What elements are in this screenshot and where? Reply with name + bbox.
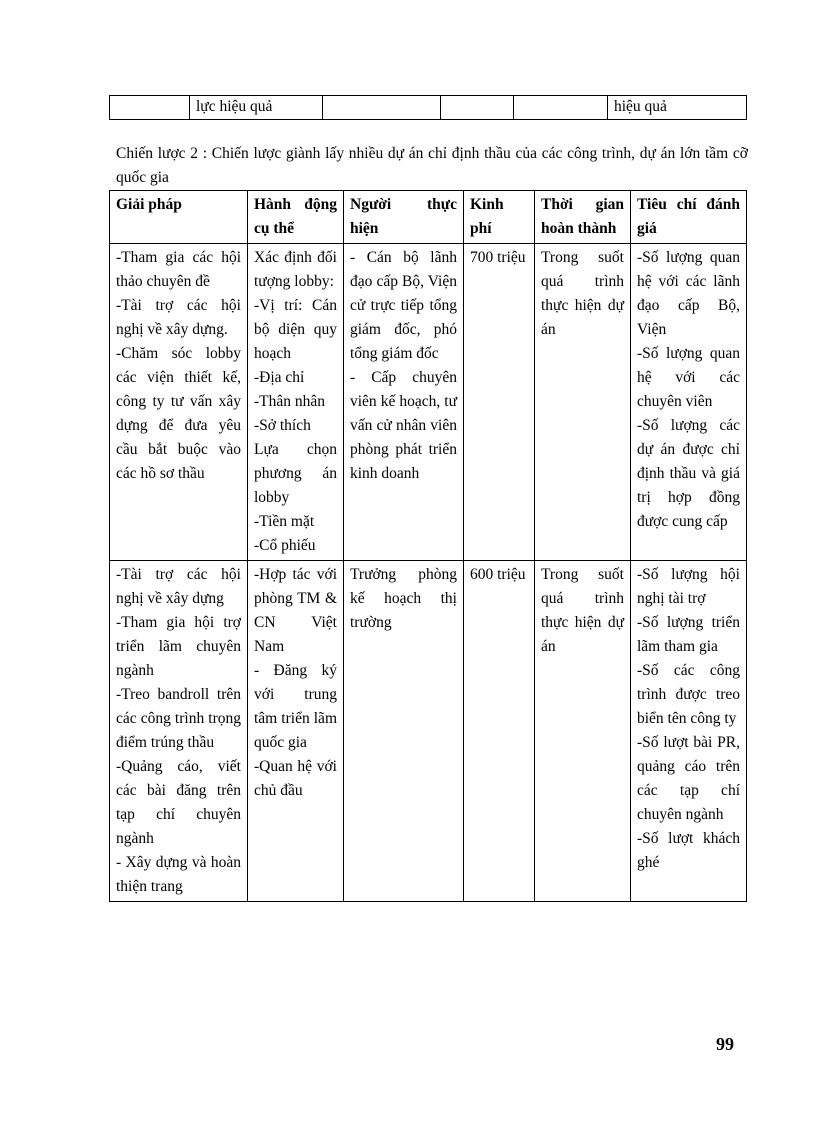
table-cell: [110, 96, 190, 120]
table-cell: Trưởng phòng kế hoạch thị trường: [344, 561, 464, 902]
table-row: [110, 244, 747, 561]
table-cell: -Tham gia các hội thảo chuyên đề -Tài trợ các hội nghị về xây dựng. -Chăm sóc lobby các viện thiết kế, công ty tư vấn xây dựng để đưa yêu cầu bắt buộc vào các hồ sơ thầu: [110, 244, 248, 561]
table-row: [110, 561, 747, 902]
table-cell: Xác định đối tượng lobby: -Vị trí: Cán bộ diện quy hoạch -Địa chỉ -Thân nhân -Sở thích Lựa chọn phương án lobby -Tiền mặt -Cổ phiếu: [248, 244, 344, 561]
table-cell: - Cán bộ lãnh đạo cấp Bộ, Viện cử trực tiếp tổng giám đốc, phó tổng giám đốc - Cấp chuyên viên kế hoạch, tư vấn cử nhân viên phòng phát triển kinh doanh: [344, 244, 464, 561]
table-cell: [514, 96, 608, 120]
table-cell: Trong suốt quá trình thực hiện dự án: [535, 244, 631, 561]
header-cell: Tiêu chí đánh giá: [631, 191, 747, 244]
table-cell: [441, 96, 514, 120]
header-cell: Thời gian hoàn thành: [535, 191, 631, 244]
table-cell: -Tài trợ các hội nghị về xây dựng -Tham gia hội trợ triển lãm chuyên ngành -Treo bandroll trên các công trình trọng điểm trúng thầu -Quảng cáo, viết các bài đăng trên tạp chí chuyên ngành - Xây dựng và hoàn thiện trang: [110, 561, 248, 902]
strategy-caption: Chiến lược 2 : Chiến lược giành lấy nhiều dự án chỉ định thầu của các công trình, dự án lớn tầm cỡ quốc gia: [116, 145, 748, 186]
page-number: 99: [716, 1034, 734, 1054]
strategy-table: [109, 190, 747, 902]
table-cell: -Số lượng quan hệ với các lãnh đạo cấp Bộ, Viện -Số lượng quan hệ với các chuyên viên -Số lượng các dự án được chỉ định thầu và giá trị hợp đồng được cung cấp: [631, 244, 747, 561]
continued-table: [109, 95, 747, 120]
header-cell: Kinh phí: [464, 191, 535, 244]
table-cell: Trong suốt quá trình thực hiện dự án: [535, 561, 631, 902]
table-cell: 600 triệu: [464, 561, 535, 902]
table-cell: -Số lượng hội nghị tài trợ -Số lượng triển lãm tham gia -Số các công trình được treo biển tên công ty -Số lượt bài PR, quảng cáo trên các tạp chí chuyên ngành -Số lượt khách ghé: [631, 561, 747, 902]
table-cell: hiệu quả: [608, 96, 747, 120]
table-header-row: [110, 191, 747, 244]
table-cell: [323, 96, 441, 120]
table-cell: 700 triệu: [464, 244, 535, 561]
header-cell: Giải pháp: [110, 191, 248, 244]
header-cell: Hành động cụ thể: [248, 191, 344, 244]
header-cell: Người thực hiện: [344, 191, 464, 244]
table-cell: -Hợp tác với phòng TM & CN Việt Nam - Đăng ký với trung tâm triển lãm quốc gia -Quan hệ với chủ đầu: [248, 561, 344, 902]
table-row: [110, 96, 747, 120]
table-cell: lực hiệu quả: [190, 96, 323, 120]
